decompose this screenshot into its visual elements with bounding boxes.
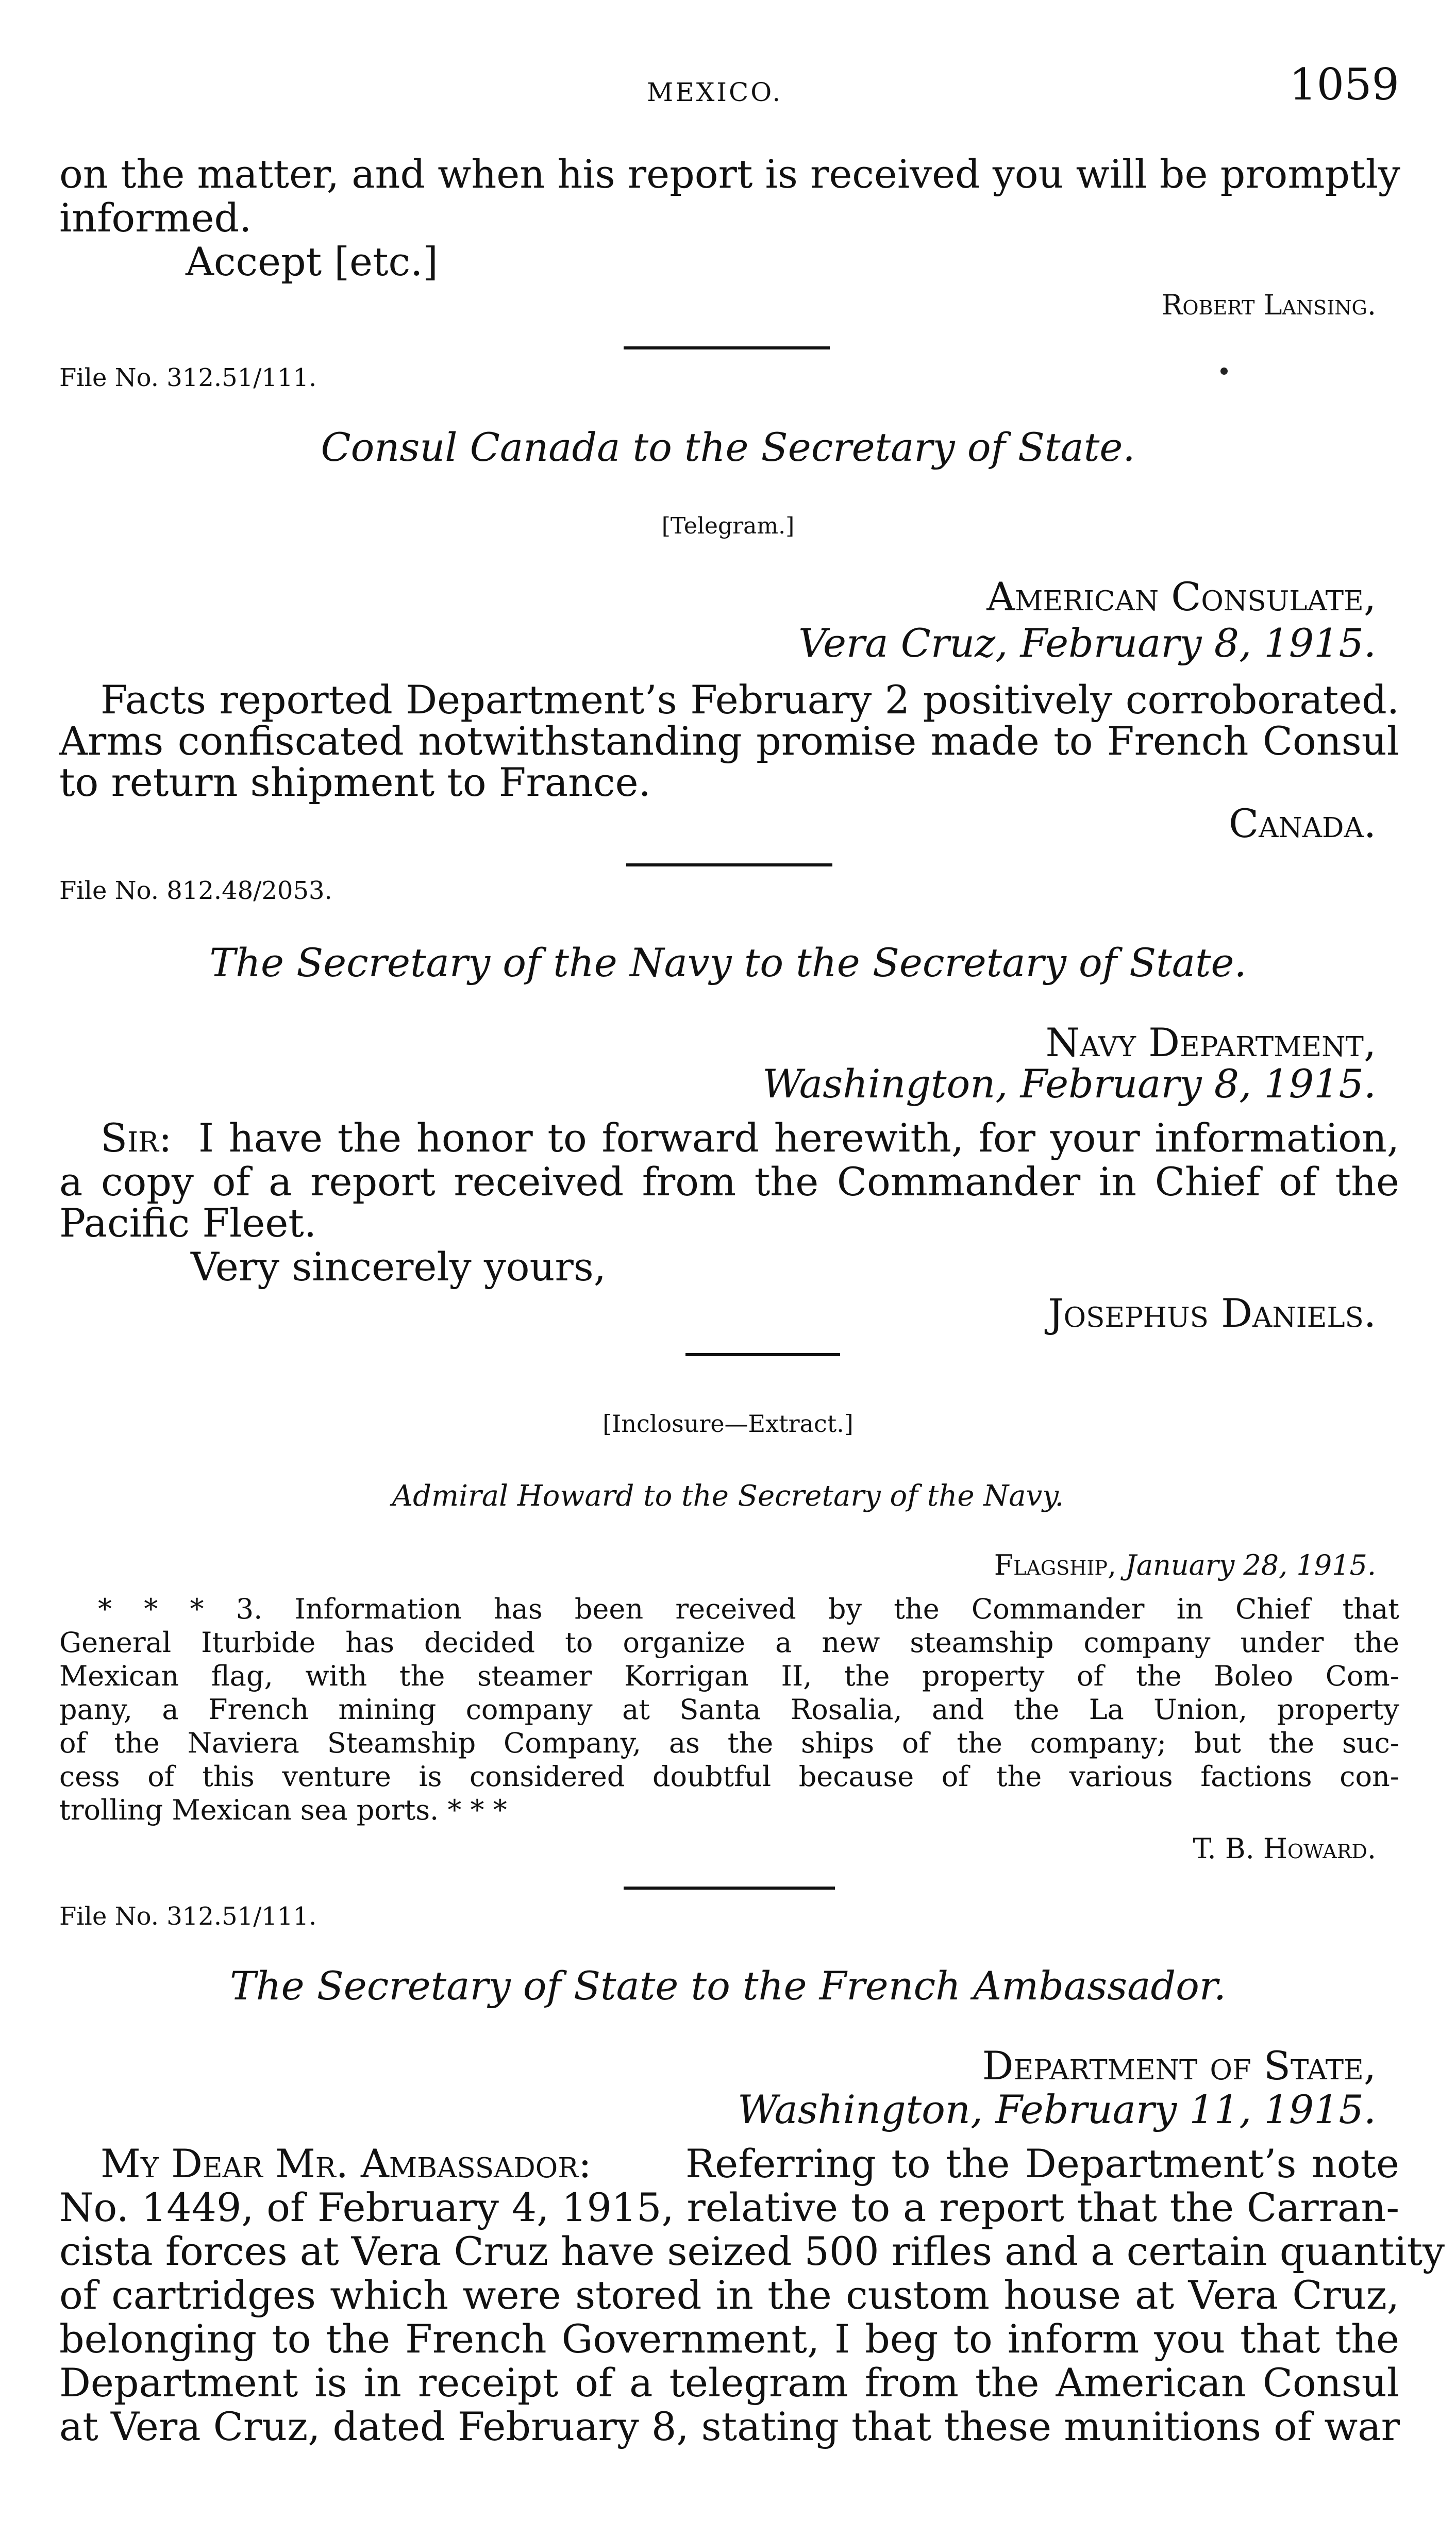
- file-number: File No. 812.48/2053.: [59, 876, 332, 905]
- telegram-note: [Telegram.]: [661, 513, 795, 539]
- text-line: Arms confiscated notwithstanding promise made to French Consul: [59, 718, 1399, 764]
- separator-rule: [685, 1353, 840, 1356]
- text-line: cess of this venture is considered doubtful because of the various factions con-: [59, 1760, 1399, 1793]
- place-line: American Consulate,: [986, 574, 1376, 620]
- separator-rule: [626, 863, 832, 866]
- text-line: Facts reported Department’s February 2 positively corroborated.: [101, 677, 1399, 723]
- file-number: File No. 312.51/111.: [59, 363, 317, 392]
- text-line: trolling Mexican sea ports. * * *: [59, 1794, 507, 1826]
- separator-rule: [624, 346, 830, 349]
- text-line: No. 1449, of February 4, 1915, relative to a report that the Carran-: [59, 2184, 1399, 2230]
- letter-heading: Admiral Howard to the Secretary of the Navy.: [392, 1479, 1064, 1513]
- text-line: Pacific Fleet.: [59, 1200, 317, 1246]
- inclosure-note: [Inclosure—Extract.]: [603, 1410, 853, 1438]
- letter-heading: The Secretary of State to the French Ambassador.: [229, 1963, 1227, 2009]
- text-line: on the matter, and when his report is received you will be promptly: [59, 151, 1400, 197]
- closing-line: Very sincerely yours,: [191, 1244, 606, 1290]
- text-line: Referring to the Department’s note: [685, 2141, 1399, 2187]
- text-line: of the Naviera Steamship Company, as the ships of the company; but the suc-: [59, 1727, 1399, 1759]
- date-text: January 28, 1915.: [1125, 1549, 1376, 1581]
- ink-speck: [1220, 368, 1228, 375]
- salutation: Sir:: [101, 1115, 172, 1161]
- text-line: General Iturbide has decided to organize a new steamship company under the: [59, 1626, 1399, 1659]
- separator-rule: [624, 1887, 835, 1890]
- text-line: pany, a French mining company at Santa Rosalia, and the La Union, property: [59, 1693, 1399, 1726]
- date-line: [994, 1551, 1376, 1579]
- text-line: belonging to the French Government, I beg to inform you that the: [59, 2316, 1399, 2362]
- text-line: at Vera Cruz, dated February 8, stating that these munitions of war: [59, 2404, 1400, 2449]
- place-line: Department of State,: [982, 2043, 1376, 2089]
- date-line: Vera Cruz, February 8, 1915.: [798, 620, 1376, 666]
- signature: Robert Lansing.: [1161, 289, 1376, 321]
- letter-heading: Consul Canada to the Secretary of State.: [321, 424, 1135, 470]
- running-header: MEXICO.: [647, 77, 783, 107]
- text-line: Mexican flag, with the steamer Korrigan II, the property of the Boleo Com-: [59, 1660, 1399, 1692]
- place-line: Navy Department,: [1045, 1020, 1376, 1065]
- text-line: I have the honor to forward herewith, for your information,: [198, 1115, 1399, 1161]
- signature: Canada.: [1228, 800, 1376, 846]
- text-line: cista forces at Vera Cruz have seized 500 rifles and a certain quantity: [59, 2228, 1445, 2274]
- text-line: * * * 3. Information has been received by the Commander in Chief that: [98, 1593, 1399, 1625]
- text-line: Department is in receipt of a telegram from the American Consul: [59, 2360, 1399, 2406]
- text-line: a copy of a report received from the Commander in Chief of the: [59, 1159, 1399, 1205]
- letter-heading: The Secretary of the Navy to the Secretary of State.: [209, 940, 1247, 986]
- text-line: of cartridges which were stored in the custom house at Vera Cruz,: [59, 2272, 1399, 2318]
- date-line: Washington, February 8, 1915.: [762, 1061, 1376, 1107]
- text-line: informed.: [59, 195, 252, 241]
- signature: Josephus Daniels.: [1048, 1290, 1376, 1336]
- place-word: Flagship,: [994, 1549, 1117, 1581]
- closing-line: Accept [etc.]: [186, 239, 438, 285]
- text-line: to return shipment to France.: [59, 759, 651, 805]
- file-number: File No. 312.51/111.: [59, 1902, 317, 1931]
- signature: T. B. Howard.: [1193, 1832, 1376, 1865]
- salutation: My Dear Mr. Ambassador:: [101, 2141, 592, 2187]
- page-number: 1059: [1289, 59, 1399, 110]
- date-line: Washington, February 11, 1915.: [737, 2087, 1376, 2132]
